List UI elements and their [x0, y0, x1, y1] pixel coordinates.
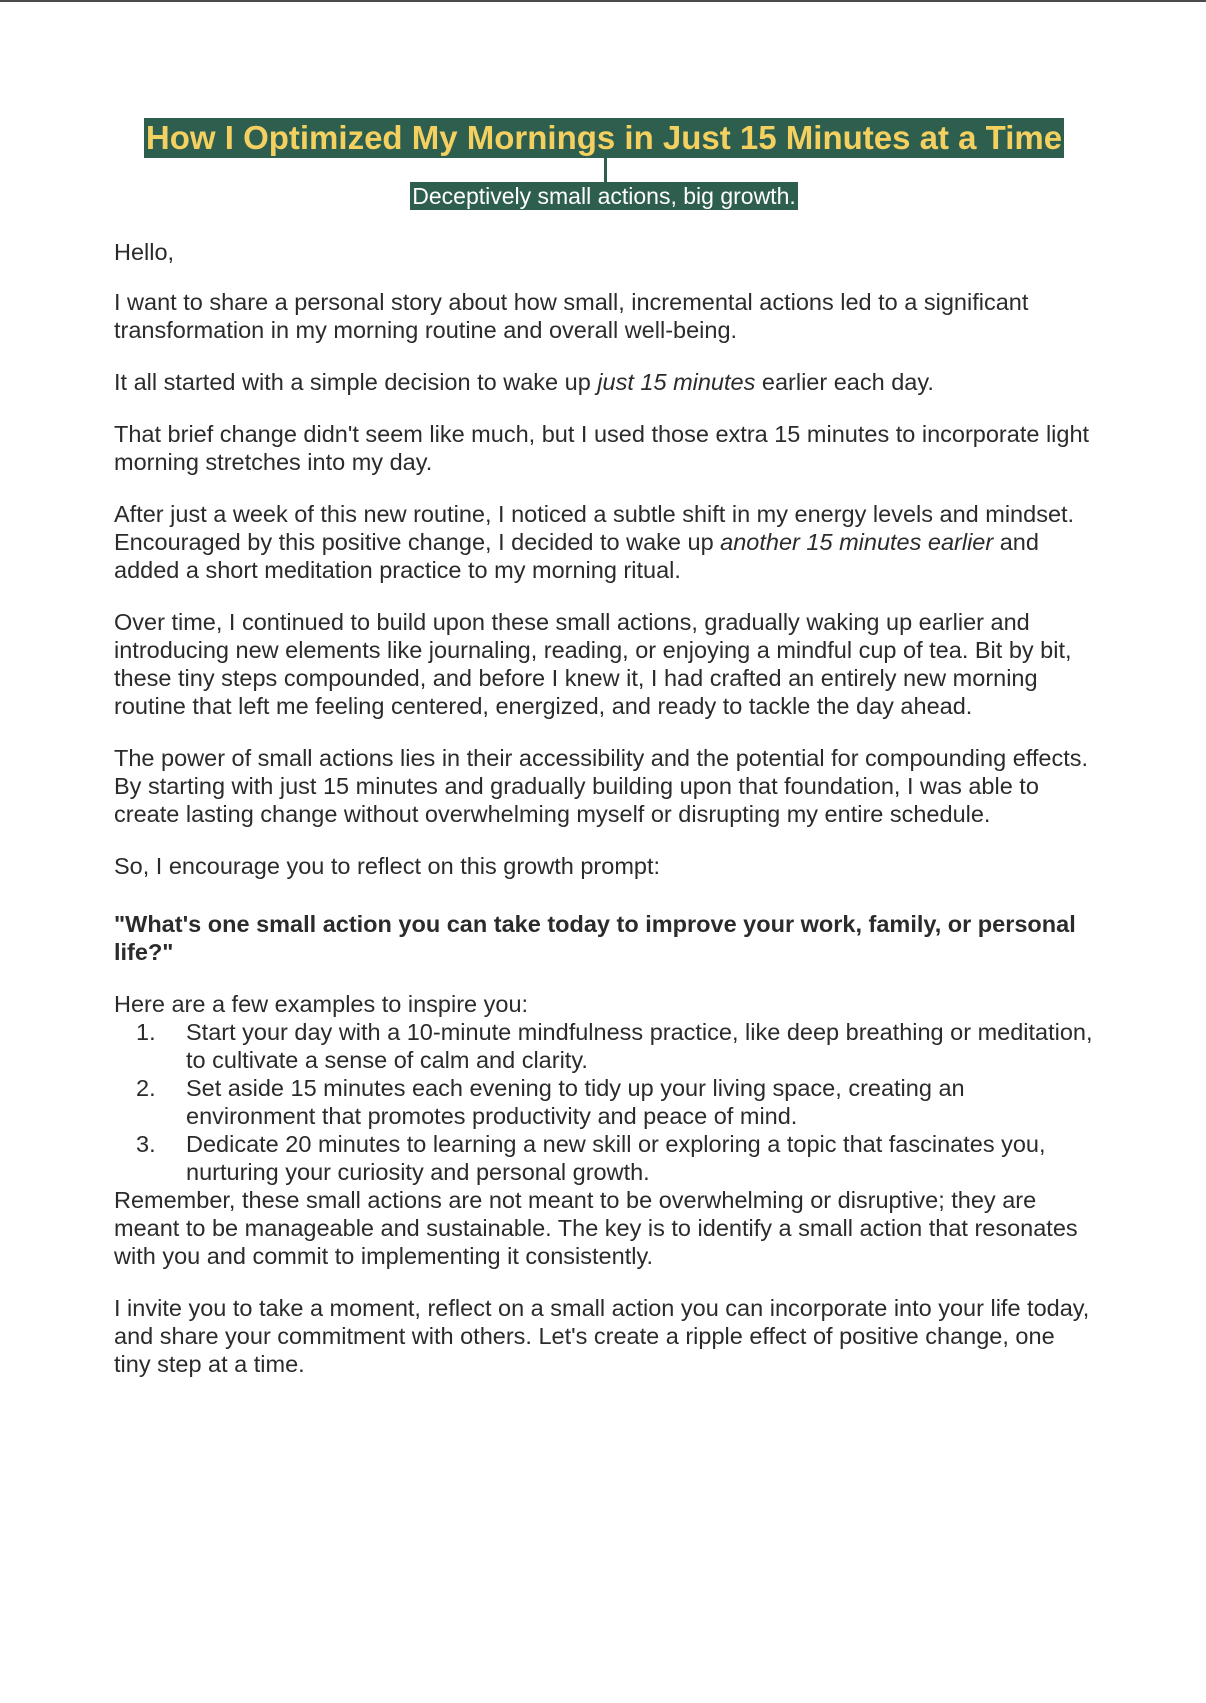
list-item-number: 1. — [136, 1019, 156, 1045]
emphasis-text: just 15 minutes — [597, 369, 756, 395]
paragraph-invite: I invite you to take a moment, reflect on a small action you can incorporate into your life today, and share your commitment with others. Let's create a ripple effect of positive change, one tiny step at a time. — [114, 1295, 1090, 1377]
paragraph-meditation — [114, 500, 1094, 584]
examples-list — [114, 1018, 1094, 1186]
paragraph-over-time: Over time, I continued to build upon these small actions, gradually waking up earlier and introducing new elements like journaling, reading, or enjoying a mindful cup of tea. Bit by bit, these tiny steps compounded, and before I knew it, I had crafted an entirely new morning routine that left me feeling centered, energized, and ready to tackle the day ahead. — [114, 609, 1072, 719]
document-title: How I Optimized My Mornings in Just 15 Minutes at a Time — [145, 119, 1063, 156]
list-item-text: Start your day with a 10-minute mindfulness practice, like deep breathing or meditation, to cultivate a sense of calm and clarity. — [186, 1019, 1093, 1073]
paragraph-decision — [114, 368, 1094, 396]
paragraph-text: It all started with a simple decision to wake up — [114, 369, 598, 395]
paragraph-remember: Remember, these small actions are not meant to be overwhelming or disruptive; they are meant to be manageable and sustainable. The key is to identify a small action that resonates with you and commit to implementing it consistently. — [114, 1187, 1078, 1269]
title-container — [114, 118, 1094, 158]
list-item — [114, 1018, 1094, 1074]
top-border — [0, 0, 1206, 2]
list-item — [114, 1074, 1094, 1130]
examples-intro: Here are a few examples to inspire you: — [114, 991, 529, 1017]
subtitle-container — [114, 182, 1094, 210]
document-subtitle: Deceptively small actions, big growth. — [412, 183, 796, 209]
growth-prompt: "What's one small action you can take today to improve your work, family, or personal life?" — [114, 911, 1076, 965]
paragraph-power: The power of small actions lies in their accessibility and the potential for compounding effects. By starting with just 15 minutes and gradually building upon that foundation, I was able to create lasting change without overwhelming myself or disrupting my entire schedule. — [114, 745, 1089, 827]
paragraph-text: After just a week of this new routine, I noticed a subtle shift in my energy levels and mindset. Encouraged by this positive change, I decided to wake up — [114, 501, 1075, 555]
list-item-number: 3. — [136, 1131, 156, 1157]
paragraph-intro: I want to share a personal story about how small, incremental actions led to a significant transformation in my morning routine and overall well-being. — [114, 289, 1029, 343]
emphasis-text: another 15 minutes earlier — [720, 529, 994, 555]
greeting: Hello, — [114, 239, 175, 265]
paragraph-encourage: So, I encourage you to reflect on this growth prompt: — [114, 853, 661, 879]
list-item-number: 2. — [136, 1075, 156, 1101]
paragraph-text: and added a short meditation practice to my morning ritual. — [114, 529, 1039, 583]
paragraph-stretches: That brief change didn't seem like much, but I used those extra 15 minutes to incorporate light morning stretches into my day. — [114, 421, 1090, 475]
list-item — [114, 1130, 1094, 1186]
paragraph-text: earlier each day. — [755, 369, 934, 395]
document-body — [114, 238, 1094, 1402]
title-connector-line — [604, 158, 607, 182]
list-item-text: Set aside 15 minutes each evening to tidy up your living space, creating an environment that promotes productivity and peace of mind. — [186, 1075, 965, 1129]
list-item-text: Dedicate 20 minutes to learning a new skill or exploring a topic that fascinates you, nurturing your curiosity and personal growth. — [186, 1131, 1046, 1185]
